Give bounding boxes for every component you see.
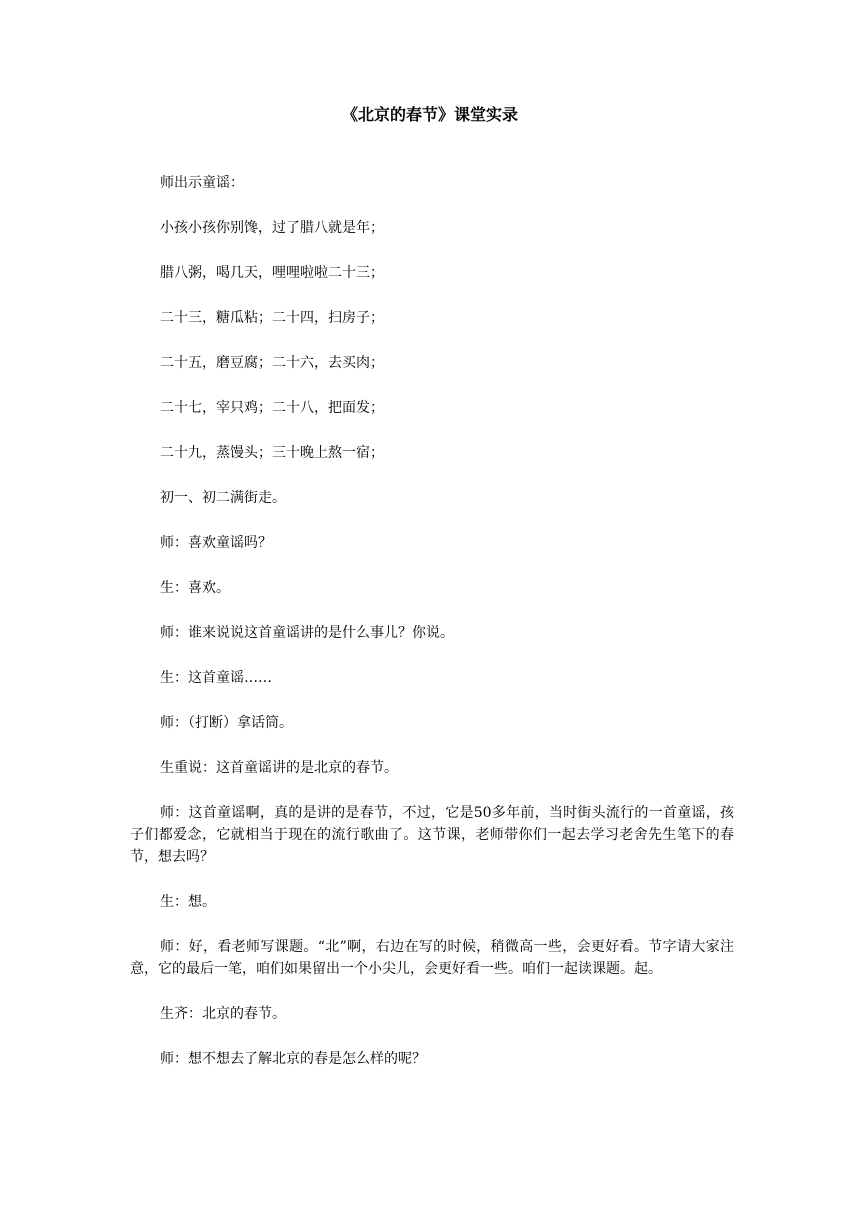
paragraph: 二十五，磨豆腐；二十六，去买肉； — [160, 355, 384, 371]
paragraph: 小孩小孩你别馋，过了腊八就是年； — [160, 220, 384, 236]
paragraph: 师：好，看老师写课题。“北”啊，右边在写的时候，稍微高一些，会更好看。节字请大家注意，它的最后一笔，咱们如果留出一个小尖儿，会更好看一些。咱们一起读课题。起。 — [130, 939, 734, 977]
paragraph: 二十七，宰只鸡；二十八，把面发； — [160, 400, 384, 416]
paragraph: 生齐：北京的春节。 — [160, 1006, 286, 1022]
paragraph: 师：这首童谣啊，真的是讲的是春节，不过，它是50多年前，当时街头流行的一首童谣，孩子们都爱念，它就相当于现在的流行歌曲了。这节课，老师带你们一起去学习老舍先生笔下的春节，想去吗？ — [130, 805, 734, 865]
paragraph: 初一、初二满街走。 — [160, 490, 286, 506]
paragraph: 师出示童谣： — [160, 175, 244, 191]
document-title: 《北京的春节》课堂实录 — [341, 105, 518, 124]
document-body — [130, 172, 734, 1093]
paragraph: 师：谁来说说这首童谣讲的是什么事儿？你说。 — [160, 625, 454, 641]
paragraph: 二十三，糖瓜粘；二十四，扫房子； — [160, 310, 384, 326]
paragraph: 师：喜欢童谣吗？ — [160, 535, 272, 551]
paragraph: 师：想不想去了解北京的春是怎么样的呢？ — [160, 1051, 426, 1067]
paragraph: 生重说：这首童谣讲的是北京的春节。 — [160, 760, 398, 776]
paragraph: 生：想。 — [160, 894, 216, 910]
paragraph: 腊八粥，喝几天，哩哩啦啦二十三； — [160, 265, 384, 281]
paragraph: 生：这首童谣…… — [160, 670, 272, 686]
paragraph: 二十九，蒸馒头；三十晚上熬一宿； — [160, 445, 384, 461]
paragraph: 师：（打断）拿话筒。 — [160, 715, 293, 731]
paragraph: 生：喜欢。 — [160, 580, 230, 596]
